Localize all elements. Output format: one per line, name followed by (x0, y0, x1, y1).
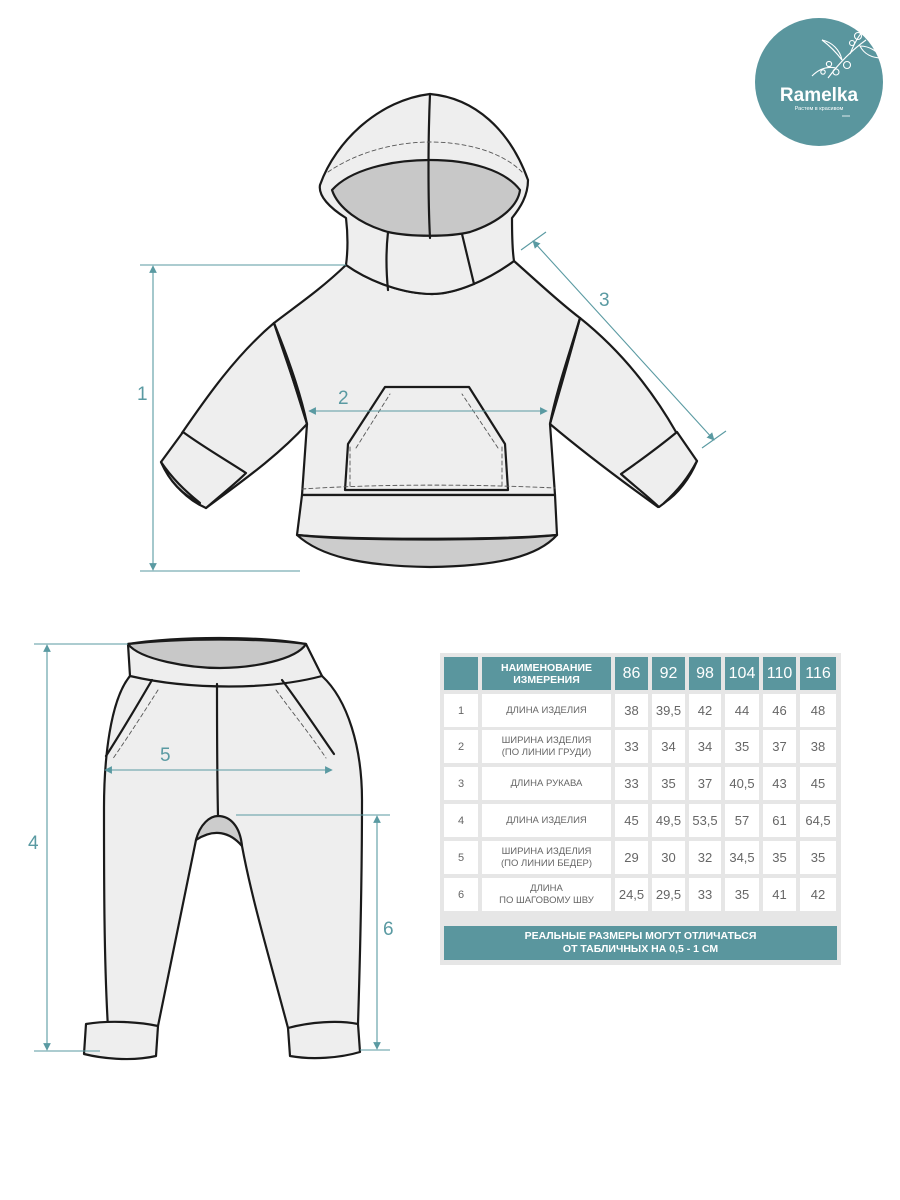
table-cell-value: 49,5 (652, 804, 685, 837)
brand-logo (755, 18, 883, 146)
table-cell-value: 43 (763, 767, 796, 800)
table-cell-value: 35 (725, 730, 759, 763)
table-cell-value: 35 (725, 878, 759, 911)
dimension-label-6: 6 (383, 919, 394, 940)
table-row-number: 3 (444, 767, 478, 800)
pants-body (104, 676, 362, 1028)
table-cell-value: 35 (800, 841, 836, 874)
table-row-number: 1 (444, 694, 478, 727)
table-cell-value: 42 (689, 694, 721, 727)
dimension-label-1: 1 (137, 384, 148, 405)
table-cell-value: 38 (800, 730, 836, 763)
table-cell-value: 37 (763, 730, 796, 763)
dimension-label-2: 2 (338, 388, 349, 409)
dimension-label-3: 3 (599, 290, 610, 311)
logo-tagline: Растем в красивом (794, 106, 844, 112)
table-cell-value: 39,5 (652, 694, 685, 727)
table-row-name: ДЛИНА РУКАВА (482, 767, 611, 800)
table-cell-value: 61 (763, 804, 796, 837)
table-cell-value: 38 (615, 694, 648, 727)
dimension-label-4: 4 (28, 833, 39, 854)
pants-center-seam (217, 684, 218, 816)
table-cell-value: 37 (689, 767, 721, 800)
table-cell-value: 45 (615, 804, 648, 837)
table-cell-value: 33 (615, 730, 648, 763)
table-header-size: 92 (652, 657, 685, 690)
table-cell-value: 41 (763, 878, 796, 911)
table-cell-value: 34 (652, 730, 685, 763)
hoodie-hem-band (297, 495, 557, 539)
table-cell-value: 33 (615, 767, 648, 800)
hoodie-drawing (161, 94, 697, 567)
pants-right-cuff (288, 1022, 360, 1058)
table-cell-value: 53,5 (689, 804, 721, 837)
table-cell-value: 24,5 (615, 878, 648, 911)
logo-name: Ramelka (779, 85, 859, 106)
table-cell-value: 35 (652, 767, 685, 800)
table-cell-value: 30 (652, 841, 685, 874)
table-header-size: 110 (763, 657, 796, 690)
table-header-size: 98 (689, 657, 721, 690)
table-row-number: 4 (444, 804, 478, 837)
table-cell-value: 29 (615, 841, 648, 874)
table-row-name: ДЛИНА ИЗДЕЛИЯ (482, 694, 611, 727)
table-cell-value: 45 (800, 767, 836, 800)
table-cell-value: 29,5 (652, 878, 685, 911)
hoodie-hem-inner (297, 535, 557, 567)
size-table (440, 653, 841, 965)
table-cell-value: 35 (763, 841, 796, 874)
pants-drawing (84, 638, 362, 1059)
table-cell-value: 42 (800, 878, 836, 911)
table-cell-value: 64,5 (800, 804, 836, 837)
table-row-name: ШИРИНА ИЗДЕЛИЯ (ПО ЛИНИИ ГРУДИ) (482, 730, 611, 763)
table-footer-note: РЕАЛЬНЫЕ РАЗМЕРЫ МОГУТ ОТЛИЧАТЬСЯ ОТ ТАБЛИЧНЫХ НА 0,5 - 1 СМ (444, 926, 837, 960)
table-header-size: 116 (800, 657, 836, 690)
table-cell-value: 46 (763, 694, 796, 727)
table-header-number (444, 657, 478, 690)
table-cell-value: 33 (689, 878, 721, 911)
dimension-label-5: 5 (160, 745, 171, 766)
pants-left-cuff (84, 1022, 158, 1059)
table-row-number: 2 (444, 730, 478, 763)
table-row-name: ДЛИНА ИЗДЕЛИЯ (482, 804, 611, 837)
table-header-name: НАИМЕНОВАНИЕ ИЗМЕРЕНИЯ (482, 657, 611, 690)
table-cell-value: 34 (689, 730, 721, 763)
table-header-size: 86 (615, 657, 648, 690)
table-cell-value: 48 (800, 694, 836, 727)
table-header-size: 104 (725, 657, 759, 690)
table-row-number: 5 (444, 841, 478, 874)
logo-circle (755, 18, 883, 146)
table-row-number: 6 (444, 878, 478, 911)
table-cell-value: 32 (689, 841, 721, 874)
table-cell-value: 40,5 (725, 767, 759, 800)
table-cell-value: 34,5 (725, 841, 759, 874)
table-cell-value: 57 (725, 804, 759, 837)
table-row-name: ШИРИНА ИЗДЕЛИЯ (ПО ЛИНИИ БЕДЕР) (482, 841, 611, 874)
table-cell-value: 44 (725, 694, 759, 727)
table-row-name: ДЛИНА ПО ШАГОВОМУ ШВУ (482, 878, 611, 911)
